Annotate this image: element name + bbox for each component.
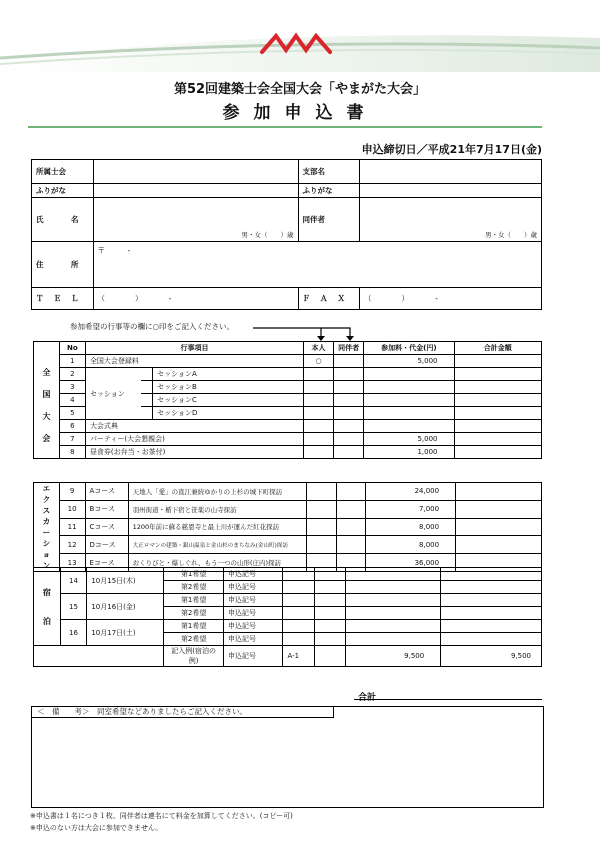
session-bracket	[141, 407, 153, 420]
row-item: 全国大会登録料	[85, 355, 303, 368]
row-item: セッションB	[153, 381, 304, 394]
deadline-text: 申込締切日／平成21年7月17日(金)	[361, 143, 542, 156]
tel-label: ＴＥＬ	[32, 288, 94, 310]
course-name: Dコース	[85, 536, 128, 554]
row-total[interactable]	[456, 536, 542, 554]
course-desc: おくりびと・爆しぐれ、もう一つの山形(庄内)探訪	[128, 554, 307, 572]
row-fee	[346, 607, 441, 620]
row-fee: 24,000	[365, 483, 455, 501]
col-item: 行事項目	[85, 342, 303, 355]
row-fee	[364, 420, 454, 433]
companion-furigana-field[interactable]	[360, 184, 542, 198]
row-fee: 7,000	[365, 500, 455, 518]
notes-label: ＜ 備 考＞ 同室希望などありましたらご記入ください。	[31, 706, 334, 718]
session-bracket	[141, 394, 153, 407]
row-no: 13	[59, 554, 85, 572]
instruction-arrows	[250, 320, 370, 342]
footnote-1: ※申込書は１名につき１枚、同伴者は連名にて料金を加算してください。(コピー可)	[30, 812, 293, 820]
companion-label: 同伴者	[298, 198, 360, 242]
code-field[interactable]	[283, 633, 314, 646]
row-total[interactable]	[454, 368, 541, 381]
course-desc: 羽州街道・楯下宿と笹薬の山寺探訪	[128, 500, 307, 518]
row-item: セッションA	[153, 368, 304, 381]
companion-check[interactable]	[314, 568, 345, 581]
lodging-table	[33, 567, 542, 667]
example-fee: 9,500	[346, 646, 441, 667]
row-no: 11	[59, 518, 85, 536]
fax-label: ＦＡＸ	[298, 288, 360, 310]
row-fee	[364, 381, 454, 394]
self-check[interactable]	[303, 420, 333, 433]
lodging-date: 10月15日(木)	[87, 568, 164, 594]
companion-check[interactable]	[336, 518, 365, 536]
excursion-side-char: ク	[42, 495, 51, 504]
address-field[interactable]	[93, 242, 542, 288]
excursion-side-label	[34, 483, 60, 572]
row-fee	[364, 394, 454, 407]
furigana-field[interactable]	[93, 184, 298, 198]
row-no: 16	[60, 620, 87, 646]
affiliation-label: 所属士会	[32, 160, 94, 184]
lodging-date: 10月16日(金)	[87, 594, 164, 620]
self-check[interactable]	[307, 518, 336, 536]
choice-label: 第1希望	[164, 620, 224, 633]
companion-check[interactable]	[314, 620, 345, 633]
row-total[interactable]	[441, 581, 542, 594]
companion-check[interactable]	[314, 607, 345, 620]
code-label: 申込記号	[223, 633, 282, 646]
companion-check[interactable]	[336, 536, 365, 554]
lodging-date: 10月17日(土)	[87, 620, 164, 646]
code-field[interactable]	[283, 581, 314, 594]
choice-label: 第2希望	[164, 607, 224, 620]
example-code: A-1	[283, 646, 314, 667]
choice-label: 第1希望	[164, 568, 224, 581]
row-item: セッションC	[153, 394, 304, 407]
row-total[interactable]	[454, 355, 541, 368]
row-total[interactable]	[441, 594, 542, 607]
row-total[interactable]	[454, 394, 541, 407]
col-companion: 同伴者	[334, 342, 364, 355]
row-no: 7	[59, 433, 85, 446]
companion-check[interactable]	[334, 394, 364, 407]
row-fee: 8,000	[365, 536, 455, 554]
row-no: 3	[59, 381, 85, 394]
example-label: 記入例(宿泊の例)	[164, 646, 224, 667]
self-check[interactable]	[307, 536, 336, 554]
self-check[interactable]	[303, 446, 333, 459]
row-no: 15	[60, 594, 87, 620]
companion-check[interactable]	[334, 355, 364, 368]
footnote-2: ※申込のない方は大会に参加できません。	[30, 824, 163, 832]
row-no: 5	[59, 407, 85, 420]
row-total[interactable]	[456, 500, 542, 518]
row-fee	[346, 594, 441, 607]
name-field[interactable]	[93, 198, 298, 242]
excursion-side-char: ン	[42, 561, 51, 570]
choice-label: 第2希望	[164, 581, 224, 594]
self-check[interactable]	[307, 483, 336, 501]
col-fee: 参加料・代金(円)	[364, 342, 454, 355]
code-field[interactable]	[283, 568, 314, 581]
code-field[interactable]	[283, 594, 314, 607]
fax-field[interactable]: （ ） -	[360, 288, 542, 310]
postal-mark: 〒 -	[97, 246, 131, 255]
example-code-label: 申込記号	[223, 646, 282, 667]
excursion-side-char: ョ	[42, 550, 51, 559]
row-no: 1	[59, 355, 85, 368]
row-no: 2	[59, 368, 85, 381]
row-no: 9	[59, 483, 85, 501]
self-check[interactable]: ○	[303, 355, 333, 368]
row-total[interactable]	[454, 433, 541, 446]
lodging-side-label: 宿 泊	[34, 568, 61, 646]
example-spacer	[34, 646, 164, 667]
code-label: 申込記号	[223, 620, 282, 633]
page-title: 第52回建築士会全国大会「やまがた大会」	[173, 82, 427, 97]
row-total[interactable]	[441, 607, 542, 620]
col-self: 本人	[303, 342, 333, 355]
self-check[interactable]	[303, 433, 333, 446]
row-fee: 1,000	[364, 446, 454, 459]
row-item: 大会式典	[85, 420, 303, 433]
branch-field[interactable]	[360, 160, 542, 184]
companion-check[interactable]	[336, 500, 365, 518]
row-total[interactable]	[454, 407, 541, 420]
row-total[interactable]	[454, 381, 541, 394]
row-no: 6	[59, 420, 85, 433]
companion-check[interactable]	[314, 633, 345, 646]
row-no: 8	[59, 446, 85, 459]
choice-label: 第2希望	[164, 633, 224, 646]
excursion-side-char: シ	[42, 539, 51, 548]
row-fee	[364, 407, 454, 420]
course-name: Aコース	[85, 483, 128, 501]
events-side-corner	[34, 342, 60, 355]
companion-check[interactable]	[334, 446, 364, 459]
row-item: 昼食券(お弁当・お茶付)	[85, 446, 303, 459]
row-fee: 36,000	[365, 554, 455, 572]
row-fee: 5,000	[364, 433, 454, 446]
course-desc: 大正ロマンの建築・銀山温泉と金山杉のまちなみ(金山町)探訪	[128, 536, 307, 554]
branch-label: 支部名	[298, 160, 360, 184]
header-divider	[28, 126, 542, 128]
furigana-label: ふりがな	[32, 184, 94, 198]
companion-sex-age-text: 男・女（ ）歳	[485, 231, 537, 239]
row-item: パーティー(大会懇親会)	[85, 433, 303, 446]
companion-field[interactable]	[360, 198, 542, 242]
companion-check[interactable]	[334, 433, 364, 446]
row-fee	[364, 368, 454, 381]
code-field[interactable]	[283, 607, 314, 620]
companion-check[interactable]	[334, 407, 364, 420]
row-total[interactable]	[454, 446, 541, 459]
name-label: 氏 名	[32, 198, 94, 242]
row-item: セッションD	[153, 407, 304, 420]
companion-check[interactable]	[314, 581, 345, 594]
code-label: 申込記号	[223, 594, 282, 607]
row-fee	[346, 633, 441, 646]
self-check[interactable]	[303, 394, 333, 407]
course-name: Bコース	[85, 500, 128, 518]
header-logo-band	[0, 0, 600, 72]
companion-check[interactable]	[336, 483, 365, 501]
row-total[interactable]	[441, 568, 542, 581]
self-check[interactable]	[307, 500, 336, 518]
course-name: Eコース	[85, 554, 128, 572]
example-companion	[314, 646, 345, 667]
session-bracket	[141, 368, 153, 381]
companion-check[interactable]	[334, 368, 364, 381]
companion-check[interactable]	[334, 420, 364, 433]
row-no: 10	[59, 500, 85, 518]
self-check[interactable]	[303, 407, 333, 420]
applicant-table	[31, 159, 542, 310]
excursion-side-char: エ	[42, 484, 51, 493]
code-label: 申込記号	[223, 568, 282, 581]
events-side-label: 全 国 大 会	[34, 355, 60, 459]
course-desc: 天地人「愛」の直江兼続ゆかりの上杉の城下町探訪	[128, 483, 307, 501]
row-total[interactable]	[456, 483, 542, 501]
self-check[interactable]	[303, 381, 333, 394]
notes-box[interactable]	[31, 706, 544, 808]
course-desc: 1200年前に蘇る慈恩寺と最上川が運んだ紅花探訪	[128, 518, 307, 536]
events-table	[33, 341, 542, 459]
row-fee	[346, 581, 441, 594]
grand-total-label: 合計	[358, 693, 377, 703]
session-bracket	[141, 381, 153, 394]
row-fee	[346, 620, 441, 633]
row-total[interactable]	[441, 620, 542, 633]
tel-field[interactable]: （ ） -	[93, 288, 298, 310]
address-label: 住 所	[32, 242, 94, 288]
sex-age-text: 男・女（ ）歳	[241, 231, 294, 239]
excursion-side-char: ス	[42, 506, 51, 515]
col-total: 合計金額	[454, 342, 541, 355]
affiliation-field[interactable]	[93, 160, 298, 184]
code-label: 申込記号	[223, 581, 282, 594]
row-no: 4	[59, 394, 85, 407]
instruction-text: 参加希望の行事等の欄に○印をご記入ください。	[70, 322, 235, 331]
choice-label: 第1希望	[164, 594, 224, 607]
row-no: 12	[59, 536, 85, 554]
companion-furigana-label: ふりがな	[298, 184, 360, 198]
code-label: 申込記号	[223, 607, 282, 620]
self-check[interactable]	[303, 368, 333, 381]
row-total[interactable]	[441, 633, 542, 646]
row-fee: 8,000	[365, 518, 455, 536]
row-fee	[346, 568, 441, 581]
companion-check[interactable]	[314, 594, 345, 607]
excursion-side-char: ー	[42, 528, 51, 537]
code-field[interactable]	[283, 620, 314, 633]
page-subtitle: 参加申込書	[222, 103, 378, 123]
col-no: No	[59, 342, 85, 355]
excursion-side-char: カ	[42, 517, 51, 526]
row-fee: 5,000	[364, 355, 454, 368]
excursion-table	[33, 482, 542, 572]
session-label: セッション	[85, 368, 140, 420]
row-no: 14	[60, 568, 87, 594]
course-name: Cコース	[85, 518, 128, 536]
companion-check[interactable]	[334, 381, 364, 394]
example-total: 9,500	[441, 646, 542, 667]
row-total[interactable]	[456, 518, 542, 536]
row-total[interactable]	[454, 420, 541, 433]
